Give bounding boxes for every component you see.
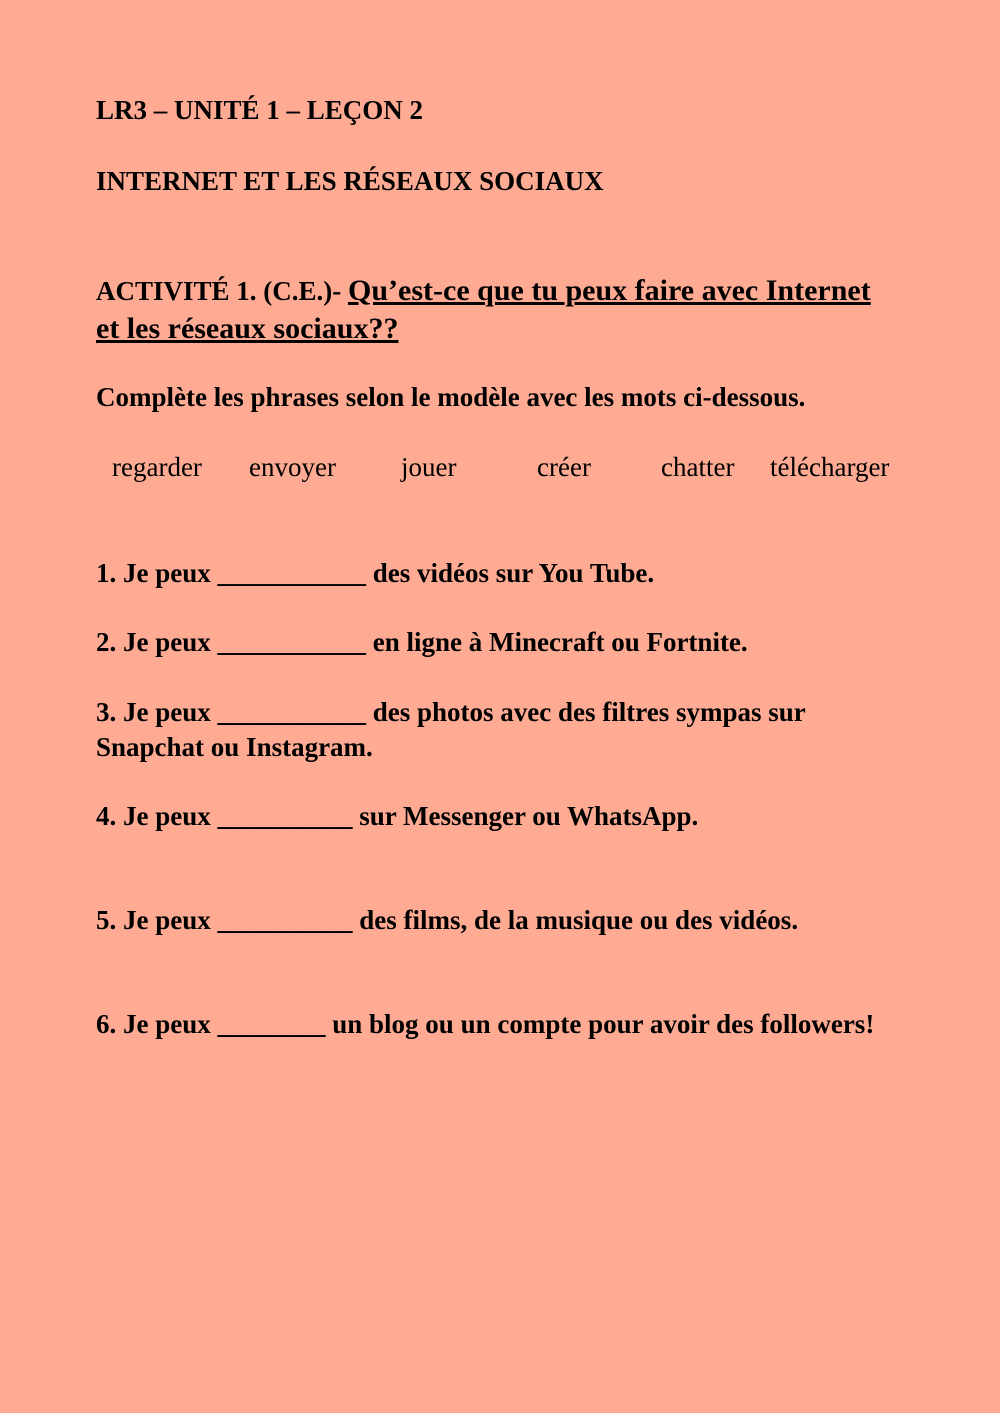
word-bank-item: jouer	[401, 452, 457, 482]
lesson-title: LR3 – UNITÉ 1 – LEÇON 2	[96, 95, 424, 125]
exercise-sentence: 2. Je peux ___________ en ligne à Minecraft ou Fortnite.	[96, 627, 748, 657]
word-bank-item: créer	[537, 452, 591, 482]
activity-question: Qu’est-ce que tu peux faire avec Internet et les réseaux sociaux??	[96, 274, 871, 345]
instruction-text: Complète les phrases selon le modèle avec les mots ci-dessous.	[96, 382, 806, 412]
topic-title: INTERNET ET LES RÉSEAUX SOCIAUX	[96, 166, 604, 196]
word-bank-item: chatter	[661, 452, 735, 482]
word-bank-item: télécharger	[770, 452, 890, 482]
activity-label: ACTIVITÉ 1. (C.E.)-	[96, 276, 349, 306]
word-bank-item: envoyer	[249, 452, 336, 482]
exercise-sentence: 6. Je peux ________ un blog ou un compte pour avoir des followers!	[96, 1009, 875, 1039]
word-bank-item: regarder	[112, 452, 202, 482]
exercise-sentence: 1. Je peux ___________ des vidéos sur You Tube.	[96, 558, 655, 588]
activity-heading	[96, 272, 896, 348]
exercise-sentence: 5. Je peux __________ des films, de la musique ou des vidéos.	[96, 905, 799, 935]
exercise-sentence: 4. Je peux __________ sur Messenger ou WhatsApp.	[96, 801, 699, 831]
exercise-sentence: 3. Je peux ___________ des photos avec des filtres sympas sur Snapchat ou Instagram.	[96, 697, 806, 762]
